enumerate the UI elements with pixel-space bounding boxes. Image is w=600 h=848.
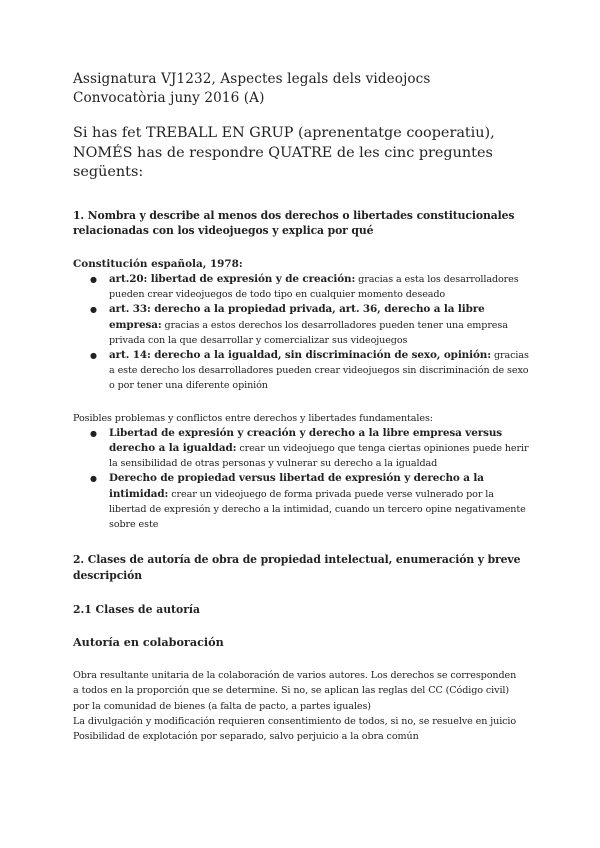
instructions-line: NOMÉS has de respondre QUATRE de les cinc preguntes [73, 144, 493, 161]
heading-line: 2. Clases de autoría de obra de propiedad intelectual, enumeración y breve [73, 553, 521, 567]
conflict-title: Libertad de expresión y creación y derecho a la libre empresa versus derecho a la igualdad: [109, 426, 503, 455]
question-2-heading [73, 552, 533, 583]
right-description: gracias a este derecho los desarrolladores pueden crear videojuegos sin discriminación de sexo o por tener una diferente opinión [109, 350, 529, 392]
heading-line: descripción [73, 568, 143, 582]
list-item [109, 426, 533, 472]
authorship-classes-heading: 2.1 Clases de autoría [73, 603, 201, 617]
heading-line: 1. Nombra y describe al menos dos derechos o libertades constitucionales [73, 208, 515, 222]
list-item [109, 302, 533, 348]
conflict-description: crear un videojuego que tenga ciertas opiniones puede herir la sensibilidad de otras personas y vulnerar su derecho a la igualdad [109, 443, 529, 470]
constitutional-rights-list [73, 272, 533, 394]
conflict-title: Derecho de propiedad versus libertad de expresión y derecho a la intimidad: [109, 472, 484, 500]
course-title: Assignatura VJ1232, Aspectes legals dels videojocs [73, 71, 431, 87]
instructions-line: següents: [73, 164, 144, 180]
heading-line: relacionadas con los videojuegos y explica por qué [73, 224, 374, 237]
list-item [109, 348, 533, 394]
list-item [109, 272, 533, 302]
instructions-line: Si has fet TREBALL EN GRUP (aprenentatge cooperatiu), [73, 125, 495, 141]
exam-session: Convocatòria juny 2016 (A) [73, 90, 265, 106]
constitution-label: Constitución española, 1978: [73, 257, 243, 270]
paragraph-line: Posibilidad de explotación por separado, salvo perjuicio a la obra común [73, 731, 419, 743]
right-description: gracias a esta los desarrolladores pueden crear videojuegos de todo tipo en cualquier momento deseado [109, 274, 519, 301]
paragraph-line: por la comunidad de bienes (a falta de pacto, a partes iguales) [73, 700, 371, 712]
collaboration-authorship-paragraph [73, 668, 533, 744]
conflicts-list [73, 426, 533, 532]
right-title: art. 14: derecho a la igualdad, sin discriminación de sexo, opinión: [109, 349, 492, 362]
group-work-instructions [73, 124, 533, 183]
document-page [73, 70, 533, 744]
paragraph-line: Obra resultante unitaria de la colaboración de varios autores. Los derechos se corresponden [73, 670, 517, 682]
question-1-heading [73, 208, 533, 239]
collaboration-authorship-heading: Autoría en colaboración [73, 635, 224, 650]
right-description: gracias a estos derechos los desarrolladores pueden tener una empresa privada con la que desarrollar y comercializar sus videojuegos [109, 319, 508, 346]
conflicts-intro: Posibles problemas y conflictos entre derechos y libertades fundamentales: [73, 412, 433, 424]
paragraph-line: a todos en la proporción que se determine. Si no, se aplican las reglas del CC (Código civil) [73, 685, 510, 697]
right-title: art.20: libertad de expresión y de creación: [109, 273, 356, 285]
conflict-description: crear un videojuego de forma privada puede verse vulnerado por la libertad de expresión y derecho a la intimidad, cuando un tercero opine negativamente sobre este [109, 488, 526, 531]
paragraph-line: La divulgación y modificación requieren consentimiento de todos, si no, se resuelve en juicio [73, 715, 517, 727]
right-title: art. 33: derecho a la propiedad privada, art. 36, derecho a la libre empresa: [109, 303, 485, 331]
list-item [109, 471, 533, 532]
